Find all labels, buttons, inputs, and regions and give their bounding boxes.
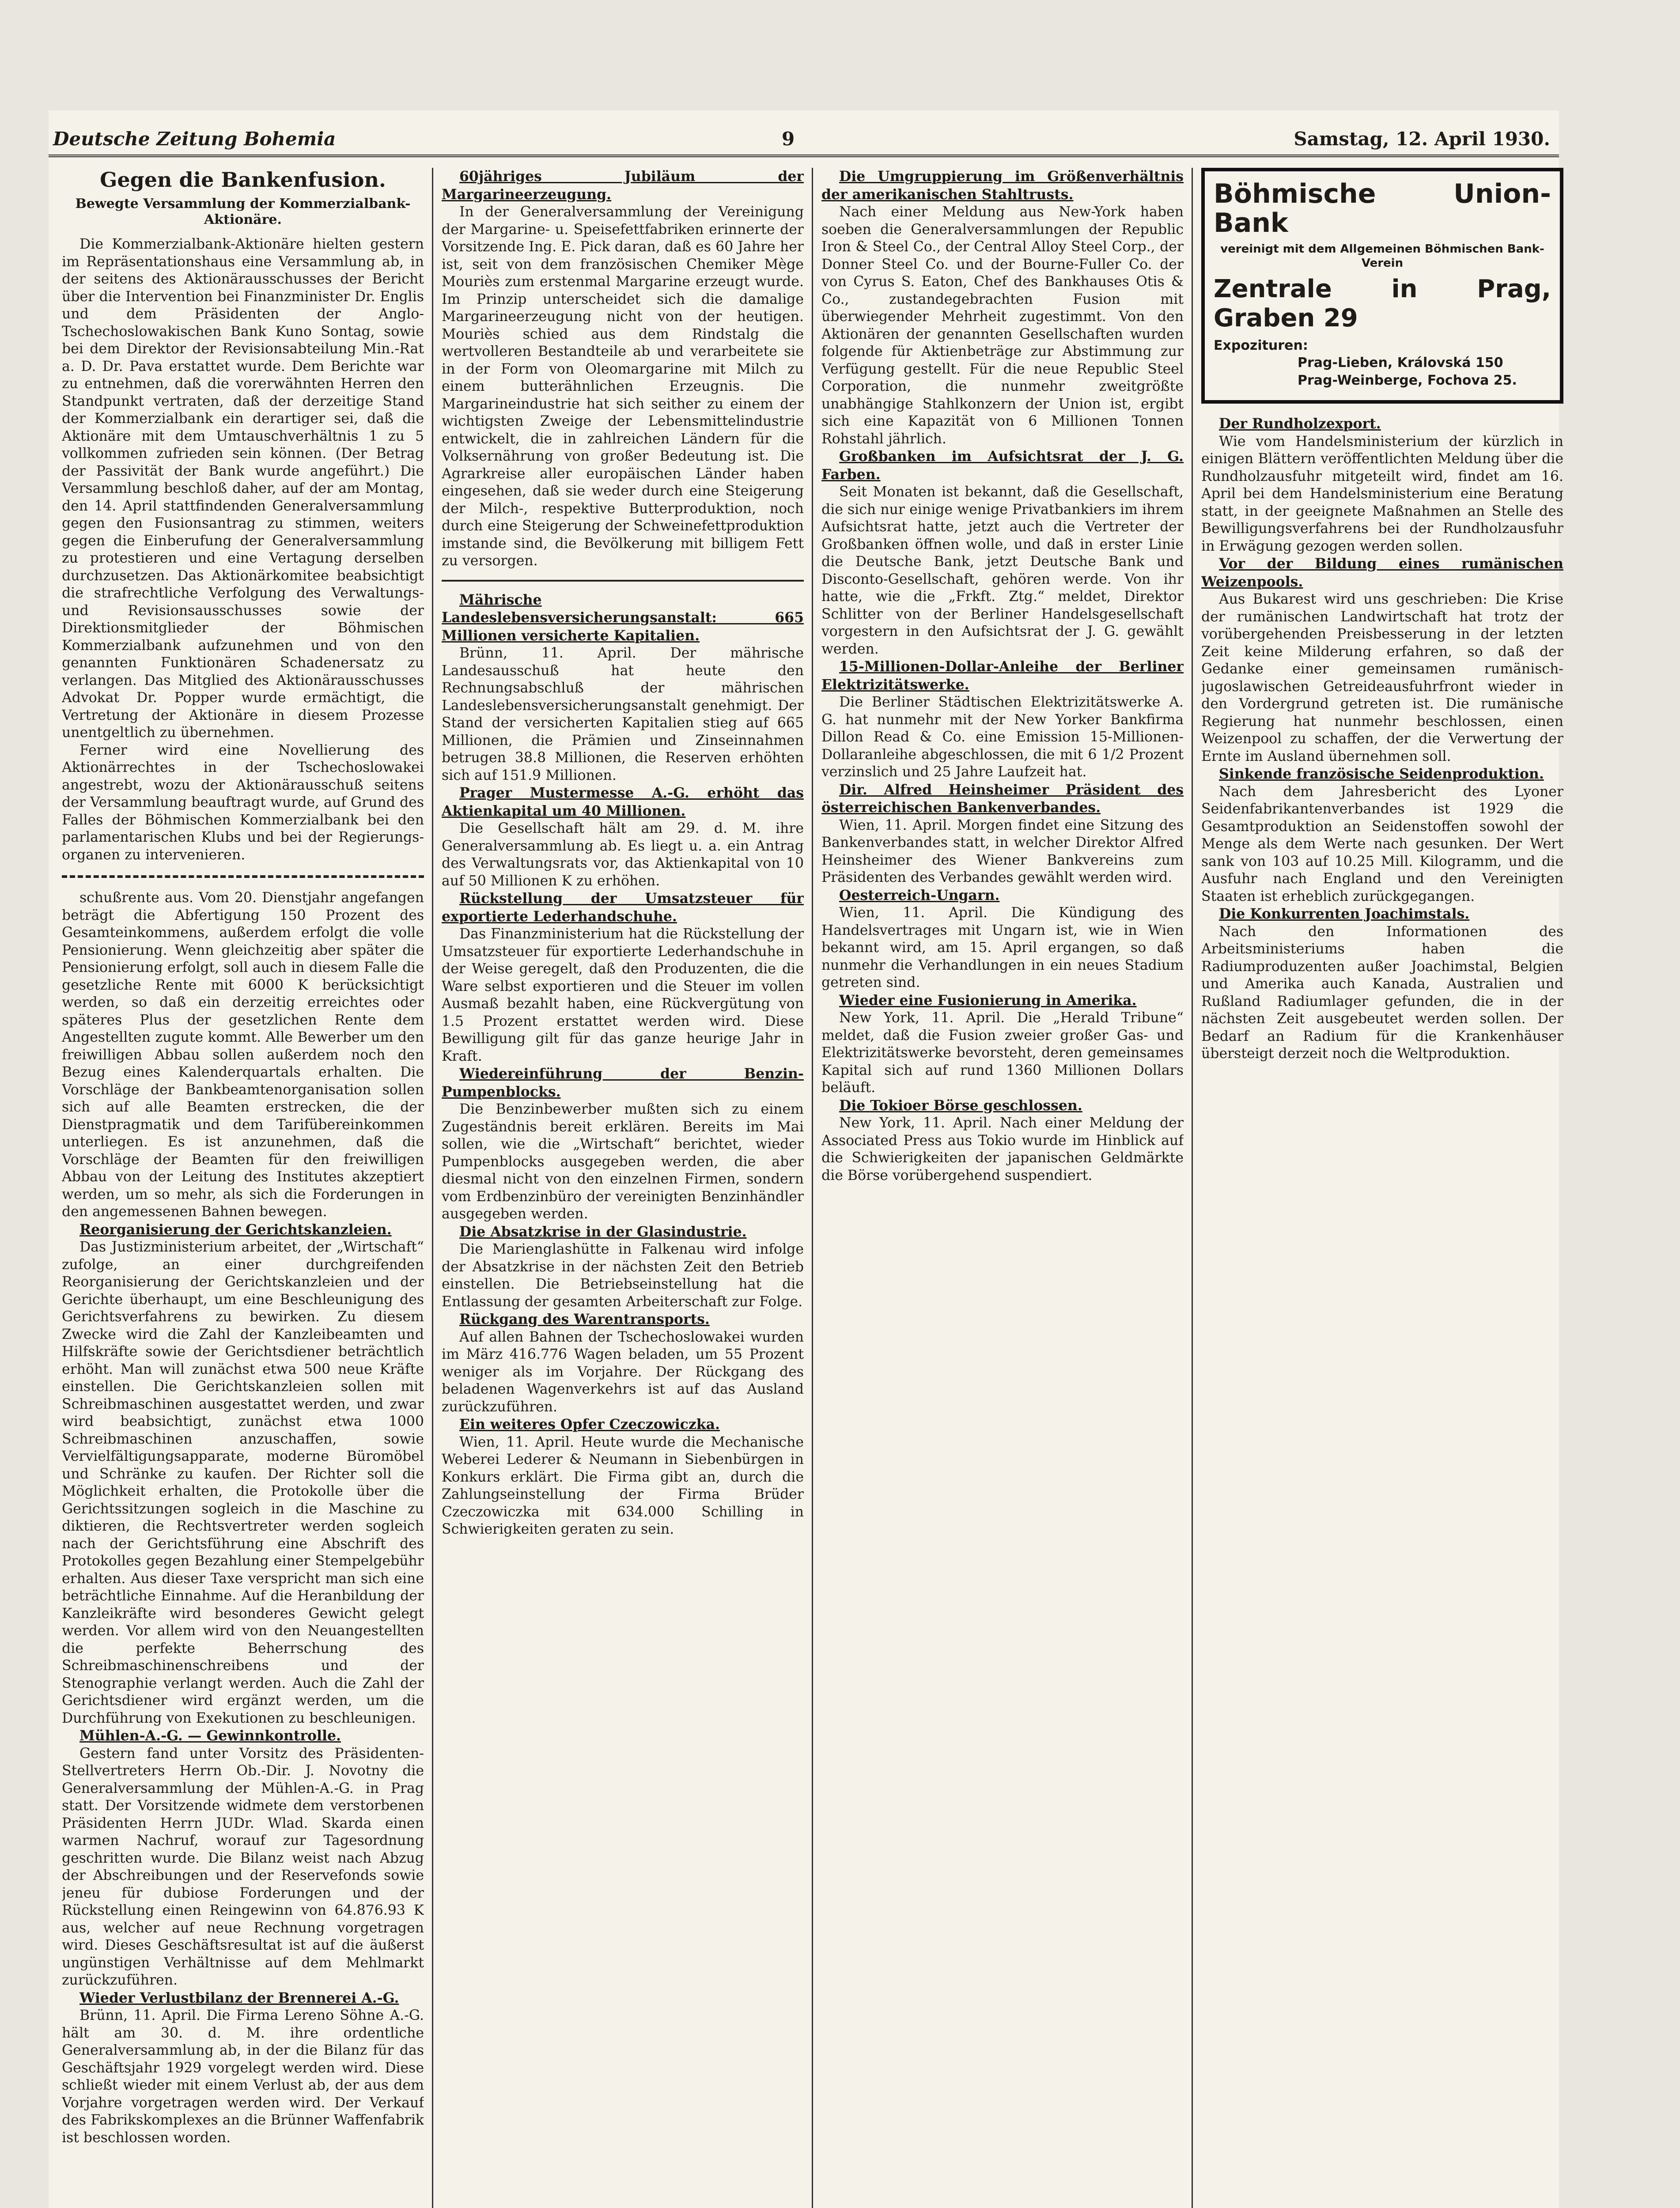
- article-paragraph: Das Justizministerium arbeitet, der „Wirtschaft“ zufolge, an einer durchgreifenden Reorganisierung der Gerichtskanzleien und der Gerichte überhaupt, um eine Beschleunigung des Gerichtsverfahrens zu bewirken. Zu diesem Zwecke wird die Zahl der Kanzleibeamten und Hilfskräfte sowie der Gerichtsdiener beträchtlich erhöht. Man will zunächst etwa 500 neue Kräfte einstellen. Die Gerichtskanzleien sollen mit Schreibmaschinen ausgestattet werden, und zwar wird beabsichtigt, zunächst etwa 1000 Schreibmaschinen anzuschaffen, sowie Vervielfältigungsapparate, moderne Büromöbel und Schränke zu kaufen. Der Richter soll die Möglichkeit erhalten, die Protokolle über die Gerichtssitzungen sogleich in die Maschine zu diktieren, die Rechtsvertreter werden sogleich nach der Gerichtsführung eine Abschrift des Protokolles gegen Bezahlung einer Stempelgebühr erhalten. Aus dieser Taxe verspricht man sich eine beträchtliche Einnahme. Auf die Heranbildung der Kanzleikräfte wird besonderes Gewicht gelegt werden. Vor allem wird von den Neuangestellten die perfekte Beherrschung des Schreibmaschinenschreibens und der Stenographie verlangt werden. Auch die Zahl der Gerichtsdiener wird ergänzt werden, um die Durchführung von Exekutionen zu beschleunigen.: [62, 1239, 424, 1726]
- article-heading: Prager Mustermesse A.-G. erhöht das Aktienkapital um 40 Millionen.: [442, 785, 804, 819]
- article-heading: Großbanken im Aufsichtsrat der J. G. Farben.: [821, 448, 1184, 483]
- article-paragraph: Wien, 11. April. Heute wurde die Mechanische Weberei Lederer & Neumann in Siebenbürgen in Konkurs erklärt. Die Firma gibt an, durch die Zahlungseinstellung der Firma Brüder Czeczowiczka mit 634.000 Schilling in Schwierigkeiten geraten zu sein.: [442, 1434, 804, 1537]
- article-heading: Wieder eine Fusionierung in Amerika.: [839, 992, 1137, 1009]
- article-paragraph: Die Marienglashütte in Falkenau wird infolge der Absatzkrise in der nächsten Zeit den Betrieb einstellen. Die Betriebseinstellung hat die Entlassung der gesamten Arbeiterschaft zur Folge.: [442, 1241, 804, 1310]
- ad-branch-address: Prag-Lieben, Královská 150: [1298, 355, 1503, 371]
- article-heading: Sinkende französische Seidenproduktion.: [1219, 766, 1544, 782]
- section-divider: [442, 580, 804, 582]
- page-header: [49, 128, 1559, 157]
- column-4: [1201, 168, 1563, 2208]
- bank-advertisement: [1201, 168, 1563, 404]
- article-heading: Mühlen-A.-G. — Gewinnkontrolle.: [79, 1728, 341, 1744]
- article-paragraph: New York, 11. April. Nach einer Meldung der Associated Press aus Tokio wurde im Hinblick auf die Schwierigkeiten der japanischen Geldmärkte die Börse vorübergehend suspendiert.: [821, 1115, 1184, 1183]
- article-heading: Oesterreich-Ungarn.: [839, 887, 1000, 904]
- article-subtitle: Bewegte Versammlung der Kommerzialbank-Aktionäre.: [75, 196, 411, 227]
- ad-headquarters: Zentrale in Prag, Graben 29: [1214, 275, 1551, 333]
- article-paragraph: In der Generalversammlung der Vereinigung der Margarine- u. Speisefettfabriken erinnerte der Vorsitzende Ing. E. Pick daran, daß es 60 Jahre her ist, seit von dem französischen Chemiker Mège Mouriès zum erstenmal Margarine erzeugt wurde. Im Prinzip unterscheidet sich die damalige Margarineerzeugung nicht von der heutigen. Mouriès schied aus dem Rindstalg die wertvolleren Bestandteile ab und verarbeitete sie in der Form von Oleomargarine mit Milch zu einem butterähnlichen Erzeugnis. Die Margarineindustrie hat sich seither zu einem der wichtigsten Zweige der Lebensmittelindustrie entwickelt, die in zahlreichen Ländern für die Volksernährung von großer Bedeutung ist. Die Agrarkreise aller europäischen Länder haben eingesehen, daß sie weder durch eine Steigerung der Milch-, respektive Butterproduktion, noch durch eine Steigerung der Schweinefettproduktion imstande sind, die Bevölkerung mit billigem Fett zu versorgen.: [442, 204, 804, 569]
- ad-subline: vereinigt mit dem Allgemeinen Böhmischen Bank-Verein: [1220, 242, 1544, 270]
- article-paragraph: Brünn, 11. April. Der mährische Landesausschuß hat heute den Rechnungsabschluß der mährischen Landeslebensversicherungsanstalt genehmigt. Der Stand der versicherten Kapitalien stieg auf 665 Millionen, die Prämien und Zinseinnahmen betrugen 38.8 Millionen, die Reserven erhöhten sich auf 151.9 Millionen.: [442, 645, 804, 783]
- article-heading: Die Umgruppierung im Größenverhältnis der amerikanischen Stahltrusts.: [821, 168, 1184, 203]
- ad-branch-address: Prag-Weinberge, Fochova 25.: [1298, 373, 1517, 388]
- newspaper-name: Deutsche Zeitung Bohemia: [53, 128, 336, 150]
- page-number: 9: [782, 128, 795, 150]
- newspaper-page: [49, 110, 1563, 2208]
- article-heading: Die Tokioer Börse geschlossen.: [839, 1097, 1082, 1114]
- article-heading: Die Absatzkrise in der Glasindustrie.: [459, 1223, 747, 1240]
- article-heading: Dir. Alfred Heinsheimer Präsident des österreichischen Bankenverbandes.: [821, 781, 1184, 816]
- column-rule: [812, 168, 813, 2208]
- article-heading: Rückgang des Warentransports.: [459, 1311, 710, 1327]
- column-rule: [1192, 168, 1193, 2208]
- article-paragraph: Brünn, 11. April. Die Firma Lereno Söhne A.-G. hält am 30. d. M. ihre ordentliche Generalversammlung ab, in der die Bilanz für das Geschäftsjahr 1929 vorgelegt werden wird. Diese schließt wieder mit einem Verlust ab, der aus dem Vorjahre vorgetragen werden wird. Der Verkauf des Fabrikskomplexes an die Brünner Waffenfabrik ist beschlossen worden.: [62, 2008, 424, 2146]
- article-title-bankenfusion: Gegen die Bankenfusion.: [100, 168, 386, 192]
- article-paragraph: schußrente aus. Vom 20. Dienstjahr angefangen beträgt die Abfertigung 150 Prozent des Gesamteinkommens, außerdem erfolgt die volle Pensionierung. Wenn gleichzeitig aber später die Pensionierung erfolgt, soll auch in diesem Falle die gesetzliche Rente mit 6000 K berücksichtigt werden, so daß ein derzeitig erreichtes oder späteres Plus der gesetzlichen Rente dem Angestellten zugute kommt. Alle Bewerber um den freiwilligen Abbau sollen außerdem noch den Bezug eines Kalenderquartals erhalten. Die Vorschläge der Bankbeamtenorganisation sollen sich auf alle Beamten erstrecken, die der Dienstpragmatik und dem Tarifübereinkommen unterliegen. Es ist anzunehmen, daß die Vorschläge der Beamten für den freiwilligen Abbau von der Leitung des Institutes akzeptiert werden, um so mehr, als sich die Forderungen in den angemessenen Bahnen bewegen.: [62, 890, 424, 1220]
- article-paragraph: Die Berliner Städtischen Elektrizitätswerke A. G. hat nunmehr mit der New Yorker Bankfirma Dillon Read & Co. eine Emission 15-Millionen-Dollaranleihe abgeschlossen, die mit 6 1/2 Prozent verzinslich und 25 Jahre Laufzeit hat.: [821, 694, 1184, 780]
- article-paragraph: Nach den Informationen des Arbeitsministeriums haben die Radiumproduzenten außer Joachimstal, Belgien und Amerika auch Kanada, Australien und Rußland Radiumlager gefunden, die in der nächsten Zeit ausgebeutet werden sollen. Der Bedarf an Radium für die Krankenhäuser übersteigt derzeit noch die Weltproduktion.: [1201, 923, 1563, 1062]
- article-paragraph: Das Finanzministerium hat die Rückstellung der Umsatzsteuer für exportierte Lederhandschuhe in der Weise geregelt, daß den Produzenten, die die Ware selbst exportieren und die Steuer im vollen Ausmaß bezahlt haben, eine Rückvergütung von 1.5 Prozent erstattet werden wird. Diese Bewilligung gilt für das ganze heurige Jahr in Kraft.: [442, 926, 804, 1064]
- article-heading: 60jähriges Jubiläum der Margarineerzeugung.: [442, 168, 804, 203]
- article-paragraph: Wie vom Handelsministerium der kürzlich in einigen Blättern veröffentlichten Meldung über die Rundholzausfuhr mitgeteilt wird, findet am 16. April bei dem Handelsministerium eine Beratung statt, in der geeignete Maßnahmen an Stelle des Bewilligungsverfahrens bei der Rundholzausfuhr in Erwägung gezogen werden sollen.: [1201, 433, 1563, 554]
- article-paragraph: Aus Bukarest wird uns geschrieben: Die Krise der rumänischen Landwirtschaft hat trotz der vorübergehenden Preisbesserung in der letzten Zeit keine Milderung erfahren, so daß der Gedanke einer gemeinsamen rumänisch-jugoslawischen Getreideausfuhrfront wieder in den Vordergrund getreten ist. Die rumänische Regierung hat nunmehr beschlossen, einen Weizenpool zu schaffen, der die Verwertung der Ernte im Ausland übernehmen soll.: [1201, 591, 1563, 764]
- article-heading: Wieder Verlustbilanz der Brennerei A.-G.: [79, 1989, 399, 2006]
- article-heading: Der Rundholzexport.: [1219, 416, 1381, 432]
- article-heading: Reorganisierung der Gerichtskanzleien.: [79, 1221, 392, 1238]
- article-paragraph: Wien, 11. April. Die Kündigung des Handelsvertrages mit Ungarn ist, wie in Wien bekannt wird, am 15. April ergangen, so daß nunmehr die Verhandlungen in ein neues Stadium getreten sind.: [821, 905, 1184, 991]
- article-heading: Ein weiteres Opfer Czeczowiczka.: [459, 1416, 720, 1433]
- article-heading: 15-Millionen-Dollar-Anleihe der Berliner Elektrizitätswerke.: [821, 658, 1184, 693]
- article-paragraph: Auf allen Bahnen der Tschechoslowakei wurden im März 416.776 Wagen beladen, um 55 Prozent weniger als im Vorjahre. Der Rückgang des beladenen Wagenverkehrs ist auf das Ausland zurückzuführen.: [442, 1329, 804, 1415]
- article-paragraph: Die Gesellschaft hält am 29. d. M. ihre Generalversammlung ab. Es liegt u. a. ein Antrag des Verwaltungsrats vor, das Aktienkapital von 10 auf 50 Millionen K zu erhöhen.: [442, 820, 804, 889]
- column-3: [821, 168, 1184, 2208]
- section-divider: [62, 875, 424, 878]
- ad-branches-label: Expozituren:: [1214, 338, 1308, 353]
- ad-bank-name: Böhmische Union-Bank: [1214, 178, 1551, 238]
- article-heading: Wiedereinführung der Benzin-Pumpenblocks.: [442, 1066, 804, 1100]
- column-1: [62, 168, 424, 2208]
- article-paragraph: Nach einer Meldung aus New-York haben soeben die Generalversammlungen der Republic Iron & Steel Co., der Central Alloy Steel Corp., der Donner Steel Co. und der Bourne-Fuller Co. der von Cyrus S. Eaton, Chef des Bankhauses Otis & Co., zustandegebrachten Fusion mit überwiegender Mehrheit zugestimmt. Von den Aktionären der genannten Gesellschaften wurden folgende für Aktienbeträge zur Abstimmung zur Verfügung gestellt. Für die neue Republic Steel Corporation, die nunmehr zweitgrößte unabhängige Stahlkonzern der Union ist, ergibt sich eine Kapazität von 6 Millionen Tonnen Rohstahl jährlich.: [821, 204, 1184, 447]
- column-2: [442, 168, 804, 2208]
- article-heading: Rückstellung der Umsatzsteuer für exportierte Lederhandschuhe.: [442, 890, 804, 925]
- article-paragraph: Seit Monaten ist bekannt, daß die Gesellschaft, die sich nur einige wenige Privatbankiers im ihrem Aufsichtsrat hatte, jetzt auch die Vertreter der Großbanken öffnen wolle, und daß in erster Linie die Deutsche Bank, jetzt Deutsche Bank und Disconto-Gesellschaft, gehören werde. Von ihr hatte, wie die „Frkft. Ztg.“ meldet, Direktor Schlitter von der Berliner Handelsgesellschaft vorgestern in den Aufsichtsrat der J. G. gewählt werden.: [821, 484, 1184, 657]
- article-paragraph: Gestern fand unter Vorsitz des Präsidenten-Stellvertreters Herrn Ob.-Dir. J. Novotny die Generalversammlung der Mühlen-A.-G. in Prag statt. Der Vorsitzende widmete dem verstorbenen Präsidenten Herrn JUDr. Wlad. Skarda einen warmen Nachruf, worauf zur Tagesordnung geschritten wurde. Die Bilanz weist nach Abzug der Abschreibungen und der Reservefonds sowie jeneu für dubiose Forderungen und der Rückstellung einen Reingewinn von 64.876.93 K aus, welcher auf neue Rechnung vorgetragen wird. Dieses Geschäftsresultat ist auf die äußerst ungünstigen Verhältnisse auf dem Mehlmarkt zurückzuführen.: [62, 1745, 424, 1988]
- issue-date: Samstag, 12. April 1930.: [1294, 128, 1550, 150]
- article-heading: Vor der Bildung eines rumänischen Weizenpools.: [1201, 556, 1563, 590]
- article-heading: Die Konkurrenten Joachimstals.: [1219, 906, 1470, 922]
- article-paragraph: Wien, 11. April. Morgen findet eine Sitzung des Bankenverbandes statt, in welcher Direktor Alfred Heinsheimer des Wiener Bankvereins zum Präsidenten des Verbandes gewählt werden wird.: [821, 817, 1184, 885]
- article-heading: Mährische Landeslebensversicherungsanstalt: 665 Millionen versicherte Kapitalien.: [442, 591, 804, 644]
- article-paragraph: Nach dem Jahresbericht des Lyoner Seidenfabrikantenverbandes ist 1929 die Gesamtproduktion an Seidenstoffen sowohl der Menge als dem Werte nach gesunken. Der Wert sank von 103 auf 10.25 Mill. Kilogramm, und die Ausfuhr nach England und den Vereinigten Staaten ist erheblich zurückgegangen.: [1201, 783, 1563, 904]
- article-paragraph: Die Kommerzialbank-Aktionäre hielten gestern im Repräsentationshaus eine Versammlung ab, in der seitens des Aktionärausschusses der Bericht über die Intervention bei Finanzminister Dr. Englis und dem Präsidenten der Anglo-Tschechoslowakischen Bank Kuno Sontag, sowie bei dem Direktor der Revisionsabteilung Min.-Rat a. D. Dr. Pava erstattet wurde. Dem Berichte war zu entnehmen, daß die vorerwähnten Herren den Standpunkt vertraten, daß der derzeitige Stand der Kommerzialbank ein derartiger sei, daß die Aktionäre mit dem Umtauschverhältnis 1 zu 5 vollkommen zufrieden sein können. (Der Betrag der Passivität der Bank wurde angeführt.) Die Versammlung beschloß daher, auf der am Montag, den 14. April stattfindenden Generalversammlung gegen den Fusionsantrag zu stimmen, weiters gegen die Einberufung der Generalversammlung zu protestieren und eine Vertagung derselben durchzusetzen. Das Aktionärkomitee beabsichtigt die strafrechtliche Verfolgung des Verwaltungs- und Revisionsausschusses sowie der Direktionsmitglieder der Böhmischen Kommerzialbank aufzunehmen und von den genannten Funktionären Schadenersatz zu verlangen. Das Mitglied des Aktionärausschusses Advokat Dr. Popper wurde ermächtigt, die Vertretung der Aktionäre in diesem Prozesse unentgeltlich zu übernehmen.: [62, 236, 424, 741]
- column-rule: [432, 168, 433, 2208]
- article-paragraph: Die Benzinbewerber mußten sich zu einem Zugeständnis bereit erklären. Bereits im Mai sollen, wie die „Wirtschaft“ berichtet, wieder Pumpenblocks ausgegeben werden, die aber diesmal nicht von den einzelnen Firmen, sondern vom Erdbenzinbüro der vereinigten Benzinhändler ausgegeben werden.: [442, 1101, 804, 1222]
- article-paragraph: New York, 11. April. Die „Herald Tribune“ meldet, daß die Fusion zweier großer Gas- und Elektrizitätswerke bevorsteht, deren gemeinsames Kapital sich auf rund 1360 Millionen Dollars beläuft.: [821, 1010, 1184, 1096]
- article-paragraph: Ferner wird eine Novellierung des Aktionärrechtes in der Tschechoslowakei angestrebt, wozu der Aktionärausschuß seitens der Versammlung beauftragt wurde, auf Grund des Falles der Böhmischen Kommerzialbank bei den parlamentarischen Klubs und bei der Regierungs-organen zu intervenieren.: [62, 742, 424, 863]
